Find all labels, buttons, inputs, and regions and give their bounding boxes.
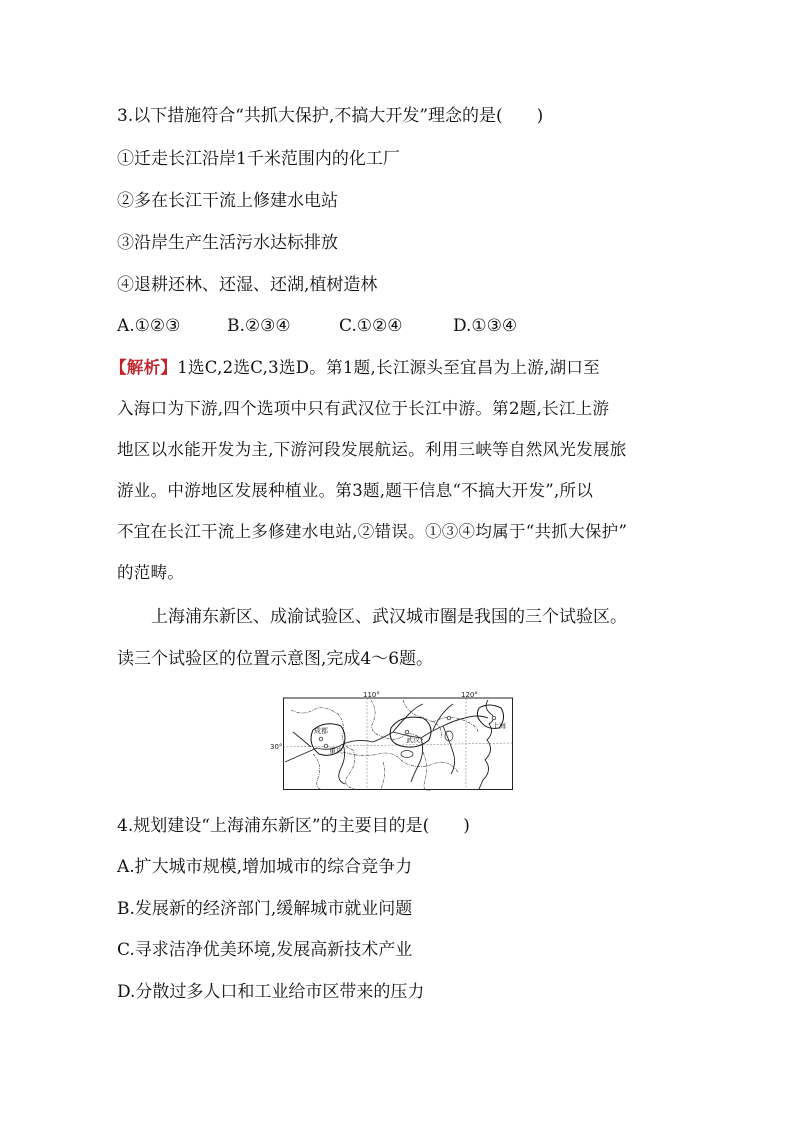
analysis-line-4: 游业。中游地区发展种植业。第3题,题干信息“不搞大开发”,所以 [117, 481, 594, 500]
question-3-item-1: ①迁走长江沿岸1千米范围内的化工厂 [117, 149, 400, 169]
intro-line-1: 上海浦东新区、成渝试验区、武汉城市圈是我国的三个试验区。 [151, 607, 627, 627]
label-lon-110: 110° [363, 691, 380, 699]
label-shanghai: 上海 [492, 722, 506, 730]
question-4-option-d: D.分散过多人口和工业给市区带来的压力 [117, 982, 425, 1002]
experiment-zones-map [270, 691, 513, 790]
city-marker-extra [447, 716, 451, 720]
shanghai-marker [492, 716, 496, 720]
label-chengdu: 成都 [314, 727, 328, 735]
option-a: A.①②③ [117, 316, 181, 336]
intro-line-2: 读三个试验区的位置示意图,完成4～6题。 [117, 649, 434, 669]
question-4-option-c: C.寻求洁净优美环境,发展高新技术产业 [117, 940, 413, 960]
analysis-line-5: 不宜在长江干流上多修建水电站,②错误。①③④均属于“共抓大保护” [117, 522, 628, 541]
chongqing-marker [324, 744, 328, 748]
question-4-option-b: B.发展新的经济部门,缓解城市就业问题 [117, 899, 413, 919]
wuhan-marker [405, 730, 409, 734]
option-d: D.①③④ [453, 316, 518, 336]
question-3-stem: 3.以下措施符合“共抓大保护,不搞大开发”理念的是( ) [117, 106, 544, 126]
label-lat-30: 30° [270, 743, 283, 751]
label-chongqing: 重庆 [329, 747, 343, 755]
question-3-item-2: ②多在长江干流上修建水电站 [117, 191, 338, 211]
analysis-line-6: 的范畴。 [117, 563, 185, 582]
chengdu-marker [319, 737, 323, 741]
option-b: B.②③④ [227, 316, 291, 336]
question-3-options [117, 315, 517, 337]
label-wuhan: 武汉 [406, 736, 420, 744]
option-c: C.①②④ [339, 316, 403, 336]
analysis-text-1: 1选C,2选C,3选D。第1题,长江源头至宜昌为上游,湖口至 [177, 358, 600, 377]
analysis-line-1 [110, 357, 600, 379]
question-3-item-3: ③沿岸生产生活污水达标排放 [117, 233, 338, 253]
analysis-tag: 【解析】 [110, 358, 178, 377]
question-4-stem: 4.规划建设“上海浦东新区”的主要目的是( ) [117, 816, 470, 836]
analysis-line-3: 地区以水能开发为主,下游河段发展航运。利用三峡等自然风光发展旅 [117, 440, 627, 459]
map-svg [270, 691, 513, 790]
analysis-line-2: 入海口为下游,四个选项中只有武汉位于长江中游。第2题,长江上游 [117, 399, 610, 418]
question-3-item-4: ④退耕还林、还湿、还湖,植树造林 [117, 275, 378, 295]
label-lon-120: 120° [461, 691, 478, 699]
question-4-option-a: A.扩大城市规模,增加城市的综合竞争力 [117, 857, 413, 877]
